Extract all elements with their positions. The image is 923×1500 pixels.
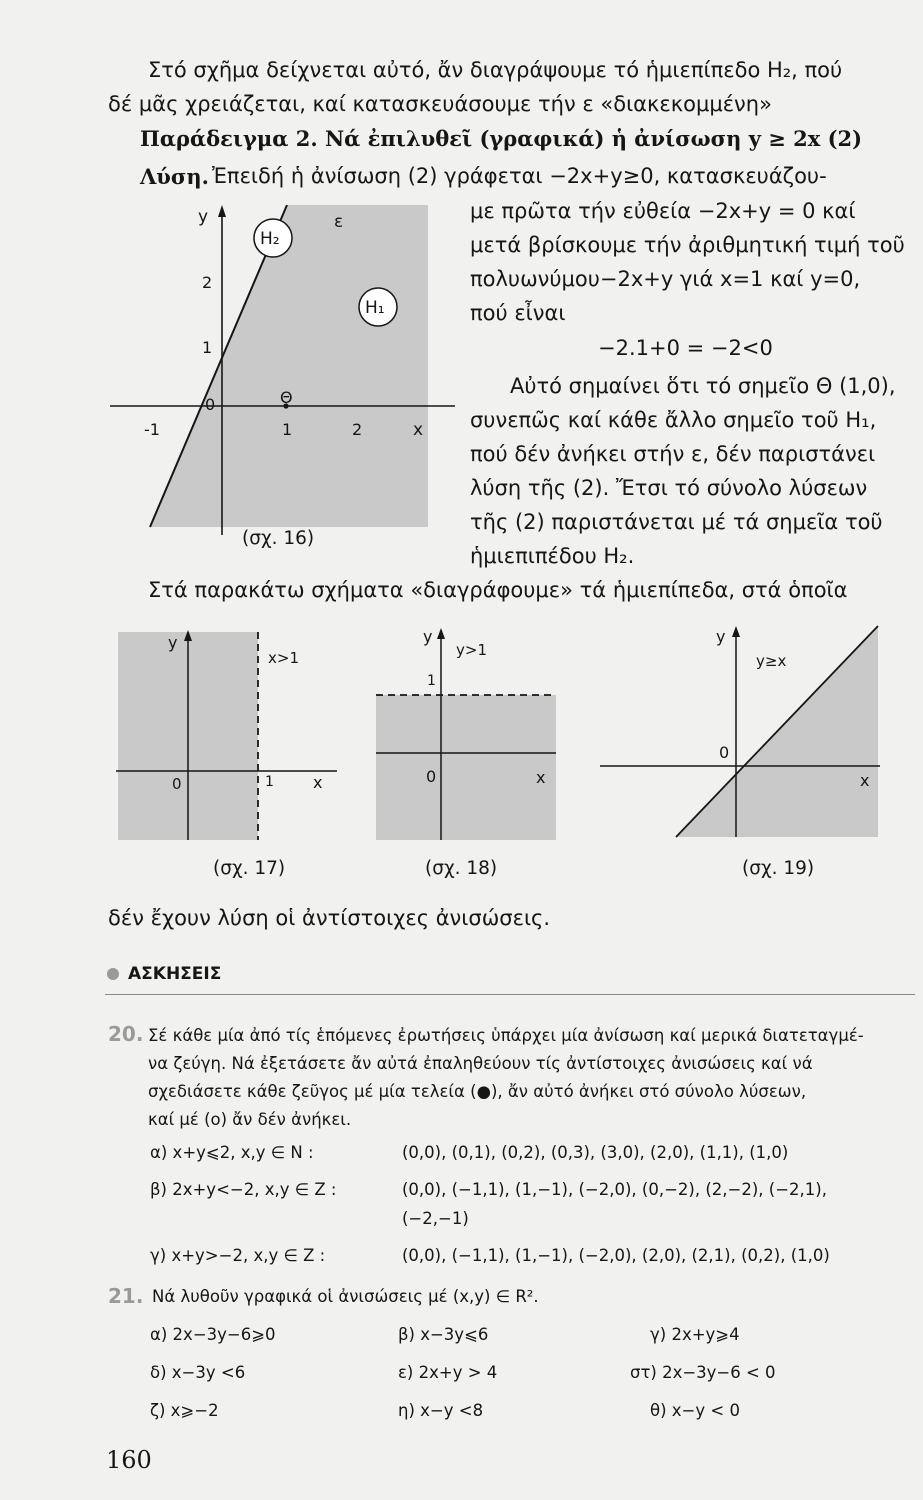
fig16-caption: (σχ. 16) xyxy=(242,528,315,549)
section-divider xyxy=(105,994,915,995)
solution-line-11: ἡμιεπιπέδου H₂. xyxy=(470,544,635,568)
shaded-region-h1 xyxy=(150,205,428,527)
exercise-20-a-label: α) x+y⩽2, x,y ∈ N : xyxy=(150,1143,314,1162)
fig17-tick-x1: 1 xyxy=(265,774,274,790)
solution-line-2: με πρῶτα τήν εὐθεία −2x+y = 0 καί xyxy=(470,199,856,223)
fig16-h2-label: H₂ xyxy=(260,229,280,249)
y-axis-arrow xyxy=(732,626,740,637)
fig16-tick-y1: 1 xyxy=(202,338,213,357)
fig18-caption: (σχ. 18) xyxy=(425,858,498,879)
exercise-20-number: 20. xyxy=(108,1022,144,1046)
fig19-x-label: x xyxy=(860,771,870,790)
fig17-y-label: y xyxy=(168,633,178,652)
fig17-inequality: x>1 xyxy=(268,649,299,667)
fig19-caption: (σχ. 19) xyxy=(742,858,815,879)
fig16-tick-x2: 2 xyxy=(352,420,363,439)
intro-line-2: δέ μᾶς χρειάζεται, καί κατασκευάσουμε τήν ε «διακεκομμένη» xyxy=(108,92,772,116)
exercise-21-line-1: Νά λυθοῦν γραφικά οἱ ἀνισώσεις μέ (x,y) ∈ R². xyxy=(152,1287,539,1306)
exercise-20-a-pairs: (0,0), (0,1), (0,2), (0,3), (3,0), (2,0), (1,1), (1,0) xyxy=(402,1143,789,1162)
exercise-20-line-2: να ζεύγη. Νά ἐξετάσετε ἄν αὐτά ἐπαληθεύουν τίς ἀντίστοιχες ἀνισώσεις καί νά xyxy=(148,1054,813,1073)
exercise-20-line-3: σχεδιάσετε κάθε ζεῦγος μέ μία τελεία (●), ἄν αὐτό ἀνήκει στό σύνολο λύσεων, xyxy=(148,1082,807,1101)
fig17-caption: (σχ. 17) xyxy=(213,858,286,879)
solution-equation: −2.1+0 = −2<0 xyxy=(598,336,773,360)
figure-19 xyxy=(596,622,886,844)
exercise-20-c-label: γ) x+y>−2, x,y ∈ Z : xyxy=(150,1246,326,1265)
fig16-epsilon-label: ε xyxy=(334,212,344,232)
fig16-theta-label: Θ xyxy=(280,388,293,407)
exercise-20-line-1: Σέ κάθε μία ἀπό τίς ἑπόμενες ἐρωτήσεις ὑπάρχει μία ἀνίσωση καί μερικά διατεταγμέ- xyxy=(148,1026,864,1045)
fig18-inequality: y>1 xyxy=(456,641,487,659)
exercise-21-item: γ) 2x+y⩾4 xyxy=(650,1325,740,1344)
fig18-tick-y1: 1 xyxy=(427,673,436,689)
figure-18 xyxy=(370,622,570,850)
exercise-21-item: β) x−3y⩽6 xyxy=(398,1325,489,1344)
exercise-20-line-4: καί μέ (o) ἄν δέν ἀνήκει. xyxy=(148,1110,352,1129)
y-axis-arrow xyxy=(218,205,226,217)
example-title: Παράδειγμα 2. Νά ἐπιλυθεῖ (γραφικά) ἡ ἀνίσωση y ≥ 2x (2) xyxy=(140,126,863,151)
solution-line-8: πού δέν ἀνήκει στήν ε, δέν παριστάνει xyxy=(470,442,876,466)
fig16-tick-y2: 2 xyxy=(202,273,213,292)
figure-17 xyxy=(112,628,344,850)
fig17-origin: 0 xyxy=(172,775,182,793)
exercises-heading: ΑΣΚΗΣΕΙΣ xyxy=(128,964,222,984)
exercise-21-number: 21. xyxy=(108,1284,144,1308)
exercise-21-item: στ) 2x−3y−6 < 0 xyxy=(630,1363,776,1382)
fig16-tick-x1: 1 xyxy=(282,420,293,439)
solution-line-13: δέν ἔχουν λύση οἱ ἀντίστοιχες ἀνισώσεις. xyxy=(108,906,551,930)
fig18-x-label: x xyxy=(536,768,546,787)
exercise-21-item: α) 2x−3y−6⩾0 xyxy=(150,1325,276,1344)
exercise-20-b-pairs: (0,0), (−1,1), (1,−1), (−2,0), (0,−2), (2,−2), (−2,1), xyxy=(402,1180,827,1199)
solution-label: Λύση. xyxy=(140,164,209,189)
solution-line-6: Αὐτό σημαίνει ὅτι τό σημεῖο Θ (1,0), xyxy=(510,374,896,398)
fig16-y-label: y xyxy=(198,207,209,227)
fig17-x-label: x xyxy=(313,773,323,792)
fig16-h1-label: H₁ xyxy=(365,298,385,318)
solution-line-12: Στά παρακάτω σχήματα «διαγράφουμε» τά ἡμιεπίπεδα, στά ὁποῖα xyxy=(148,578,848,602)
exercise-20-b-label: β) 2x+y<−2, x,y ∈ Z : xyxy=(150,1180,337,1199)
intro-line-1: Στό σχῆμα δείχνεται αὐτό, ἄν διαγράψουμε τό ἡμιεπίπεδο H₂, πού xyxy=(148,58,843,82)
fig19-origin: 0 xyxy=(719,743,730,762)
exercise-20-c-pairs: (0,0), (−1,1), (1,−1), (−2,0), (2,0), (2,1), (0,2), (1,0) xyxy=(402,1246,830,1265)
solution-line-1: Ἐπειδή ἡ ἀνίσωση (2) γράφεται −2x+y≥0, κατασκευάζου- xyxy=(212,164,827,188)
solution-line-9: λύση τῆς (2). Ἔτσι τό σύνολο λύσεων xyxy=(470,476,868,500)
solution-line-4: πολυωνύμου−2x+y γιά x=1 καί y=0, xyxy=(470,267,861,291)
solution-line-7: συνεπῶς καί κάθε ἄλλο σημεῖο τοῦ H₁, xyxy=(470,408,877,432)
fig18-origin: 0 xyxy=(426,767,437,786)
exercise-21-item: ε) 2x+y > 4 xyxy=(398,1363,498,1382)
fig16-tick-x-neg1: -1 xyxy=(144,420,160,439)
exercise-21-item: θ) x−y < 0 xyxy=(650,1401,740,1420)
page-number: 160 xyxy=(106,1446,152,1474)
y-axis-arrow xyxy=(437,628,445,639)
figure-16 xyxy=(110,205,465,560)
fig18-y-label: y xyxy=(423,627,433,646)
fig16-x-label: x xyxy=(413,420,424,440)
solution-line-3: μετά βρίσκουμε τήν ἀριθμητική τιμή τοῦ xyxy=(470,233,905,257)
fig19-inequality: y≥x xyxy=(756,652,787,670)
fig16-origin: 0 xyxy=(205,395,216,414)
fig19-y-label: y xyxy=(716,627,726,646)
exercise-21-item: η) x−y <8 xyxy=(398,1401,484,1420)
solution-line-5: πού εἶναι xyxy=(470,301,566,325)
solution-line-10: τῆς (2) παριστάνεται μέ τά σημεῖα τοῦ xyxy=(470,510,883,534)
exercise-21-item: ζ) x⩾−2 xyxy=(150,1401,219,1420)
exercise-21-item: δ) x−3y <6 xyxy=(150,1363,246,1382)
bullet-icon xyxy=(107,968,119,980)
exercise-20-b-pairs-2: (−2,−1) xyxy=(402,1209,469,1228)
shaded-region-y-le-1 xyxy=(376,695,556,840)
